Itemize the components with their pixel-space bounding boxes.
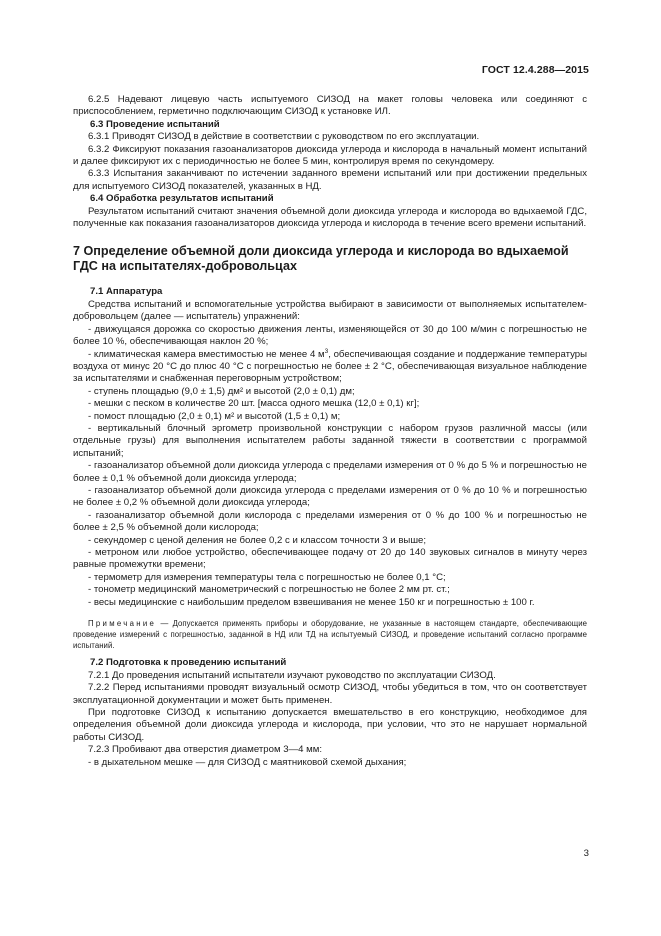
list-item: - тонометр медицинский манометрический с погрешностью не более 2 мм рт. ст.; xyxy=(88,584,450,596)
paragraph-6-2-5: 6.2.5 Надевают лицевую часть испытуемого СИЗОД на макет головы человека или соединяют с приспособлением, герметично подключающим СИЗОД к установке ИЛ. xyxy=(73,94,587,118)
paragraph-7-1: Средства испытаний и вспомогательные устройства выбирают в зависимости от выполняемых испытателем-добровольцем (далее — испытатель) упражнений: xyxy=(73,298,587,323)
list-item: - весы медицинские с наибольшим пределом взвешивания не менее 150 кг и погрешностью ± 100 г. xyxy=(88,596,535,608)
document-header: ГОСТ 12.4.288—2015 xyxy=(481,64,589,76)
list-item: - газоанализатор объемной доли кислорода с пределами измерения от 0 % до 100 % и погрешностью не более ± 2,5 % объемной доли кислорода; xyxy=(73,509,587,534)
climate-text-b: , обеспечивающая создание и поддержание температуры воздуха от минус 20 °С до плюс 40 °С с погрешностью не более ± 2 °С, обеспечивающая визуальное наблюдение за испытателями и снабженная переговорным устройством; xyxy=(73,348,587,385)
list-item: - термометр для измерения температуры тела с погрешностью не более 0,1 °С; xyxy=(88,571,446,583)
section-7-2-heading: 7.2 Подготовка к проведению испытаний xyxy=(90,657,287,669)
document-body xyxy=(73,94,587,769)
list-item: - метроном или любое устройство, обеспечивающее подачу от 20 до 140 звуковых сигналов в минуту через равные промежутки времени; xyxy=(73,547,587,571)
paragraph-7-2-2: 7.2.2 Перед испытаниями проводят визуальный осмотр СИЗОД, чтобы убедиться в том, что он соответствует эксплуатационной документации и может быть применен. xyxy=(73,682,587,706)
list-item: - вертикальный блочный эргометр произвольной конструкции с набором грузов различной массы (или отдельные грузы) для выполнения испытателем работы заданной тяжести в соответствии с программой испытаний; xyxy=(73,422,587,459)
paragraph-6-4: Результатом испытаний считают значения объемной доли диоксида углерода и кислорода во вдыхаемой ГДС, полученные как показания газоанализаторов диоксида углерода и кислорода в течение всего времени испытаний. xyxy=(73,205,587,230)
list-item: - движущаяся дорожка со скоростью движения ленты, изменяющейся от 30 до 100 м/мин с погрешностью не более 10 %, обеспечивающая наклон 20 %; xyxy=(73,323,587,348)
list-item: - помост площадью (2,0 ± 0,1) м² и высотой (1,5 ± 0,1) м; xyxy=(88,410,341,422)
list-item: - мешки с песком в количестве 20 шт. [масса одного мешка (12,0 ± 0,1) кг]; xyxy=(88,398,420,410)
climate-text-a: - климатическая камера вместимостью не менее 4 м xyxy=(88,348,325,360)
note xyxy=(73,619,587,651)
section-7-1-heading: 7.1 Аппаратура xyxy=(90,286,163,298)
paragraph-7-2-2-b: При подготовке СИЗОД к испытанию допускается вмешательство в его конструкцию, необходимое для определения объемной доли диоксида углерода и кислорода, при условии, что это не нарушает нормальной работы СИЗОД. xyxy=(73,707,587,743)
paragraph-7-2-3-a: - в дыхательном мешке — для СИЗОД с маятниковой схемой дыхания; xyxy=(88,756,407,768)
note-text: — Допускается применять приборы и оборудование, не указанные в настоящем стандарте, обеспечивающие проведение измерений с погрешностью, заданной в НД или ТД на испытуемый СИЗОД, и проведение испытаний согласно программе испытаний. xyxy=(73,619,587,650)
section-6-3-heading: 6.3 Проведение испытаний xyxy=(90,118,220,130)
list-item: - ступень площадью (9,0 ± 1,5) дм² и высотой (2,0 ± 0,1) дм; xyxy=(88,385,355,397)
section-6-4-heading: 6.4 Обработка результатов испытаний xyxy=(90,193,274,205)
paragraph-6-3-2: 6.3.2 Фиксируют показания газоанализаторов диоксида углерода и кислорода в начальный момент испытаний и далее фиксируют их с периодичностью не более 5 мин, контролируя время по секундомеру. xyxy=(73,143,587,168)
section-7-heading: 7 Определение объемной доли диоксида углерода и кислорода во вдыхаемой ГДС на испытателях-добровольцах xyxy=(73,244,569,274)
paragraph-7-2-3: 7.2.3 Пробивают два отверстия диаметром 3—4 мм: xyxy=(88,744,322,756)
superscript-3: 3 xyxy=(324,347,329,355)
list-item: - газоанализатор объемной доли диоксида углерода с пределами измерения от 0 % до 10 % и погрешностью не более ± 0,2 % объемной доли диоксида углерода; xyxy=(73,484,587,509)
paragraph-6-3-3: 6.3.3 Испытания заканчивают по истечении заданного времени испытаний или при достижении предельных для испытуемого СИЗОД показателей, указанных в НД. xyxy=(73,168,587,192)
list-item: - газоанализатор объемной доли диоксида углерода с пределами измерения от 0 % до 5 % и погрешностью не более ± 0,1 % объемной доли диоксида углерода; xyxy=(73,460,587,484)
list-item-climate-chamber xyxy=(73,349,587,386)
paragraph-6-3-1: 6.3.1 Приводят СИЗОД в действие в соответствии с руководством по его эксплуатации. xyxy=(88,131,480,143)
note-label: Примечание xyxy=(88,619,157,629)
page-number: 3 xyxy=(583,848,589,859)
paragraph-7-2-1: 7.2.1 До проведения испытаний испытатели изучают руководство по эксплуатации СИЗОД. xyxy=(88,669,496,681)
list-item: - секундомер с ценой деления не более 0,2 с и классом точности 3 и выше; xyxy=(88,534,427,546)
